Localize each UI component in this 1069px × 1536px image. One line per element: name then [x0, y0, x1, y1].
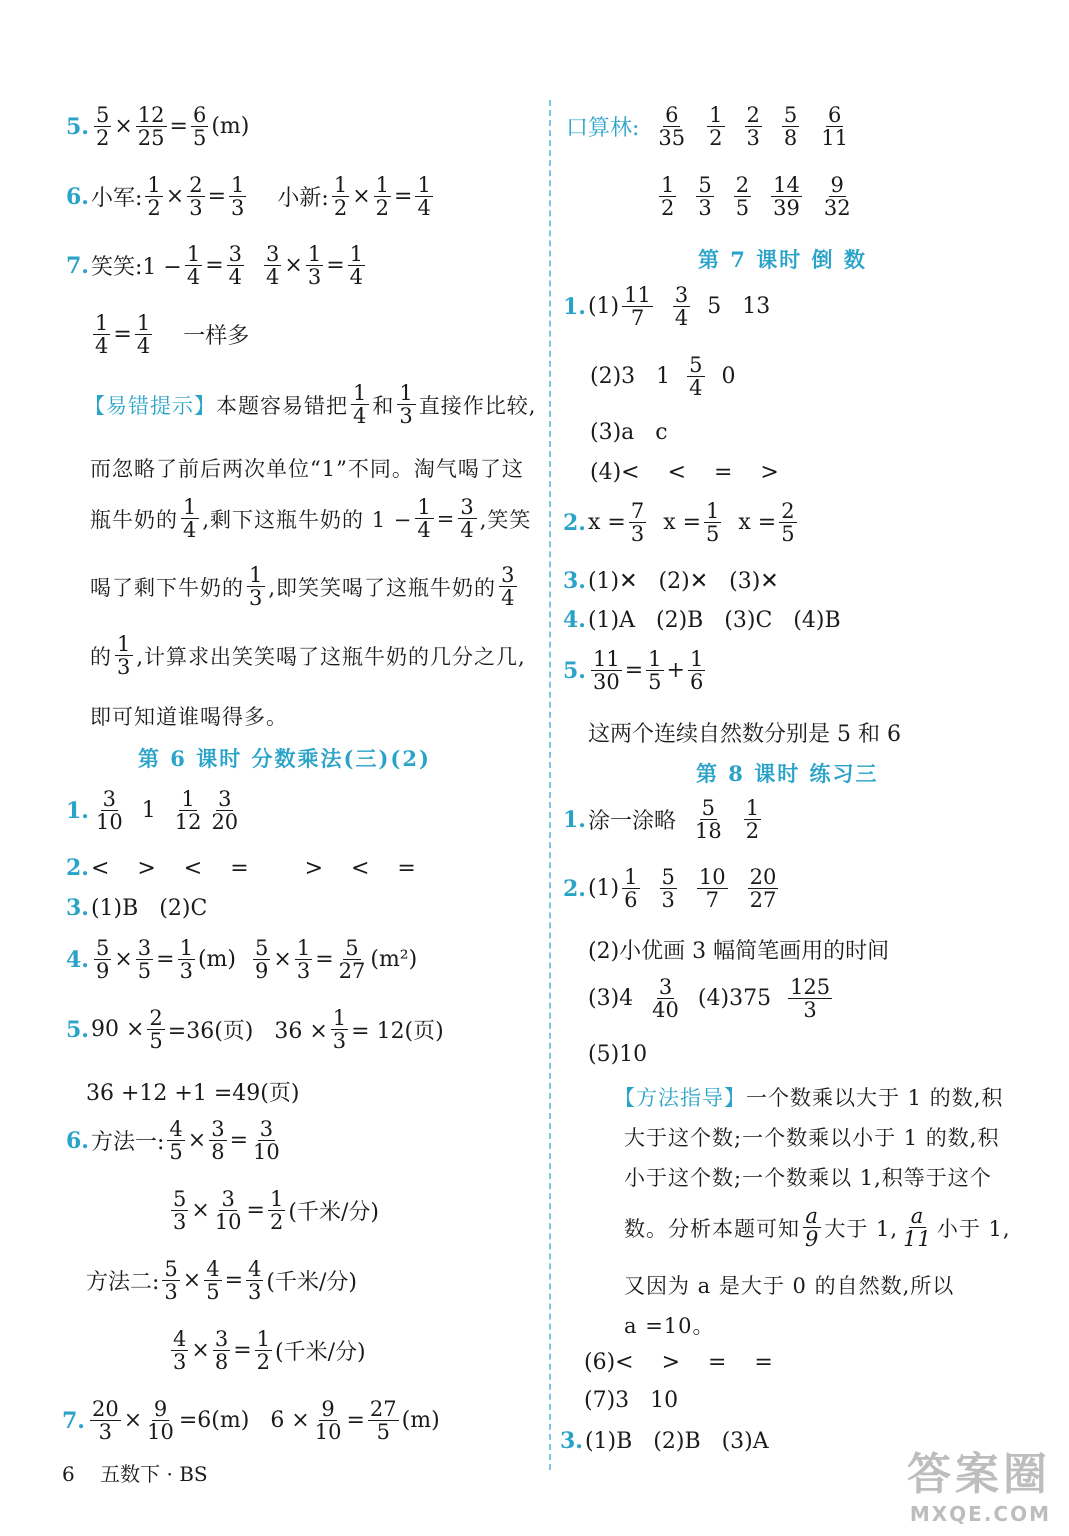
tip-line-3: 瓶牛奶的 $\frac{1}{4}$ ,剩下这瓶牛奶的 1 − $\frac{1}{4}$ = $\frac{3}{4}$ ,笑笑	[90, 495, 532, 543]
left-s6-m2-line2: $\frac{4}{3}$ × $\frac{3}{8}$ = $\frac{1}{2}$ (千米/分)	[173, 1327, 366, 1375]
right-r2: 2. x = $\frac{7}{3}$ x = $\frac{1}{5}$ x = $\frac{2}{5}$	[563, 499, 795, 547]
right-t1: 1. 涂一涂略 $\frac{5}{18}$ $\frac{1}{2}$	[563, 796, 760, 844]
right-t2-line2: (2)小优画 3 幅简笔画用的时间	[588, 939, 890, 964]
tip-line-5: 的 $\frac{1}{3}$ ,计算求出笑笑喝了这瓶牛奶的几分之几,	[90, 632, 526, 680]
left-q7-line2: $\frac{1}{4}$ = $\frac{1}{4}$ 一样多	[95, 311, 250, 359]
left-s4: 4. $\frac{5}{9}$ × $\frac{3}{5}$ = $\frac{1}{3}$ (m) $\frac{5}{9}$ × $\frac{1}{3}$ = $\frac{5}{27}$ (m²)	[66, 936, 418, 984]
right-t2-line7: (7)3 10	[584, 1388, 679, 1413]
watermark: 答案圈 MXQE.COM	[907, 1449, 1051, 1526]
right-r1-line2: (2)3 1 $\frac{5}{4}$ 0	[590, 353, 736, 401]
left-s5-line2: 36 +12 +1 =49(页)	[86, 1081, 300, 1106]
left-q5: 5. $\frac{5}{2}$ × $\frac{12}{25}$ = $\frac{6}{5}$ (m)	[66, 103, 250, 151]
left-s1: 1. $\frac{3}{10}$ 1 $\frac{1}{12}$ $\frac{3}{20}$	[66, 787, 239, 835]
left-q7: 7. 笑笑:1 − $\frac{1}{4}$ = $\frac{3}{4}$ $\frac{3}{4}$ × $\frac{1}{3}$ = $\frac{1}{4}$	[66, 242, 363, 290]
left-s2: 2. < > < = > < =	[66, 855, 416, 881]
right-r1-line4: (4)< < = >	[590, 460, 779, 485]
left-s6-m2: 方法二: $\frac{5}{3}$ × $\frac{4}{5}$ = $\frac{4}{3}$ (千米/分)	[86, 1257, 358, 1305]
right-t2: 2. (1) $\frac{1}{6}$ $\frac{5}{3}$ $\frac{10}{7}$ $\frac{20}{27}$	[563, 865, 777, 913]
left-s3: 3. (1)B (2)C	[66, 895, 208, 921]
right-t3: 3. (1)B (2)B (3)A	[560, 1428, 769, 1454]
fraction: $\frac{6}{5}$	[192, 103, 207, 151]
method-tip-line-6: a =10。	[624, 1314, 715, 1338]
method-tip-line-4: 数。分析本题可知 $\frac{a}{9}$ 大于 1, $\frac{a}{11}$ 小于 1,	[624, 1204, 1011, 1252]
right-r1-line3: (3)a c	[590, 420, 668, 445]
right-r3: 3. (1)✕ (2)✕ (3)✕	[563, 568, 779, 594]
section-heading-7: 第 7 课时 倒 数	[698, 247, 867, 272]
right-t2-line6: (6)< > = =	[584, 1350, 773, 1375]
tip-line-6: 即可知道谁喝得多。	[90, 705, 288, 729]
left-q6: 6. 小军: $\frac{1}{2}$ × $\frac{2}{3}$ = $\frac{1}{3}$ 小新: $\frac{1}{2}$ × $\frac{1}{2}$ = $\frac{1}{4}$	[66, 173, 431, 221]
fraction: $\frac{12}{25}$	[137, 103, 165, 151]
section-heading-8: 第 8 课时 练习三	[696, 761, 879, 786]
tip-line-1: 【易错提示】 本题容易错把 $\frac{1}{4}$ 和 $\frac{1}{3}$ 直接作比较,	[84, 381, 537, 429]
left-s5: 5. 90 × $\frac{2}{5}$ =36(页) 36 × $\frac{1}{3}$ = 12(页)	[66, 1006, 444, 1054]
method-tip-line-1: 【方法指导】 一个数乘以大于 1 的数,积	[614, 1086, 1004, 1110]
fraction: $\frac{5}{2}$	[95, 103, 110, 151]
method-tip-line-2: 大于这个数;一个数乘以小于 1 的数,积	[624, 1126, 1000, 1150]
right-r1: 1. (1) $\frac{11}{7}$ $\frac{3}{4}$ 5 13	[563, 283, 771, 331]
right-kousuan-row1: 口算林: $\frac{6}{35}$ $\frac{1}{2}$ $\frac{2}{3}$ $\frac{5}{8}$ $\frac{6}{11}$	[566, 103, 849, 151]
column-divider	[549, 100, 551, 1470]
right-r5: 5. $\frac{11}{30}$ = $\frac{1}{5}$ + $\frac{1}{6}$	[563, 647, 704, 695]
section-heading-6: 第 6 课时 分数乘法(三)(2)	[138, 746, 431, 771]
left-s6-m1: 6. 方法一: $\frac{4}{5}$ × $\frac{3}{8}$ = $\frac{3}{10}$	[66, 1117, 280, 1165]
right-r4: 4. (1)A (2)B (3)C (4)B	[563, 607, 841, 633]
tip-line-4: 喝了剩下牛奶的 $\frac{1}{3}$ ,即笑笑喝了这瓶牛奶的 $\frac{3}{4}$	[90, 563, 516, 611]
right-t2-line3: (3)4 $\frac{3}{40}$ (4)375 $\frac{125}{3}$	[588, 975, 831, 1023]
method-tip-line-5: 又因为 a 是大于 0 的自然数,所以	[624, 1274, 955, 1298]
right-r5-line2: 这两个连续自然数分别是 5 和 6	[588, 722, 901, 747]
method-tip-line-3: 小于这个数;一个数乘以 1,积等于这个	[624, 1166, 992, 1190]
left-s6-m1-line2: $\frac{5}{3}$ × $\frac{3}{10}$ = $\frac{1}{2}$ (千米/分)	[173, 1187, 379, 1235]
tip-line-2: 而忽略了前后两次单位“1”不同。淘气喝了这	[90, 457, 524, 481]
left-s7: 7. $\frac{20}{3}$ × $\frac{9}{10}$ =6(m) 6 × $\frac{9}{10}$ = $\frac{27}{5}$ (m)	[62, 1397, 440, 1445]
right-kousuan-row2: $\frac{1}{2}$ $\frac{5}{3}$ $\frac{2}{5}$ $\frac{14}{39}$ $\frac{9}{32}$	[661, 173, 851, 221]
right-t2-line5: (5)10	[588, 1042, 648, 1067]
page-footer: 6 五数下 · BS	[62, 1462, 208, 1486]
